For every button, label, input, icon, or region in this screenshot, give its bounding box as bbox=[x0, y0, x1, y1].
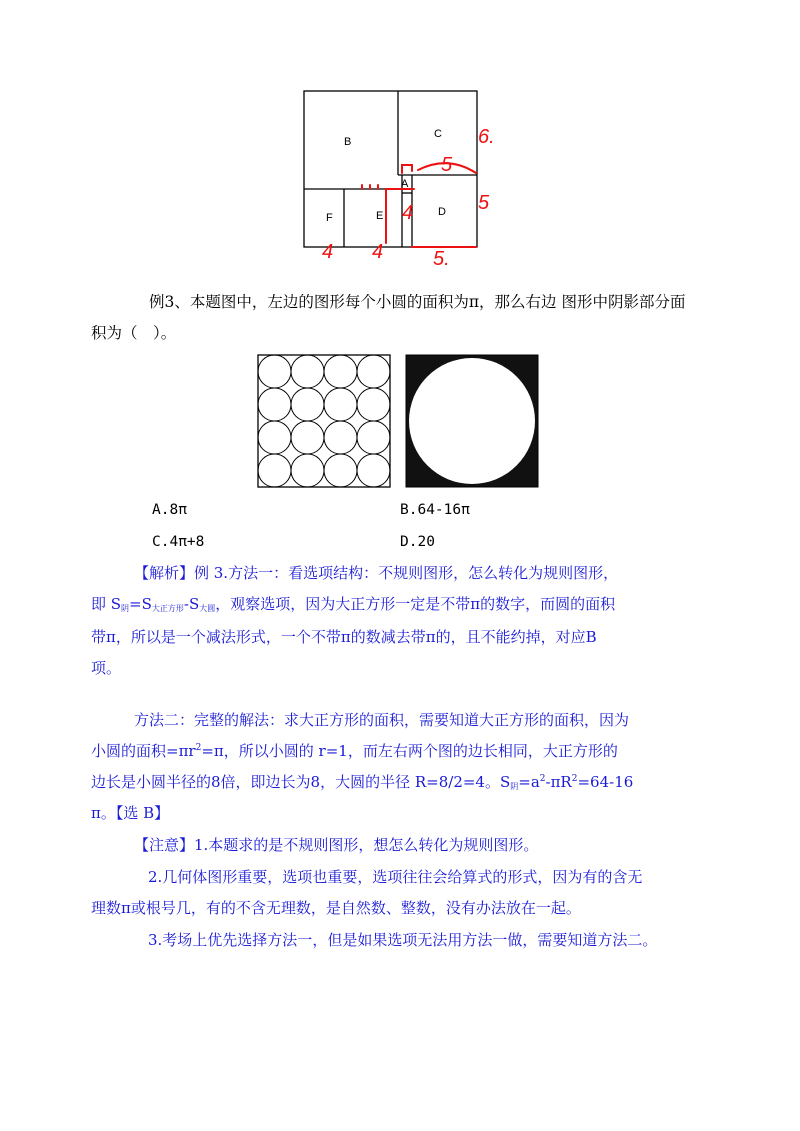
shaded-square-figure bbox=[405, 354, 539, 488]
rectangle-diagram bbox=[298, 85, 518, 270]
option-b: B.64-16π bbox=[400, 502, 470, 518]
annotation-5-top: 5 bbox=[441, 154, 453, 176]
analysis-line-1: 【解析】例 3.方法一：看选项结构：不规则图形，怎么转化为规则图形， bbox=[134, 564, 619, 582]
annotation-5-bottom: 5. bbox=[433, 248, 450, 270]
question-text bbox=[91, 287, 731, 349]
annotation-5-right: 5 bbox=[478, 192, 490, 214]
option-c: C.4π+8 bbox=[152, 534, 205, 550]
annotation-4-left: 4 bbox=[322, 241, 334, 263]
notes-line-1: 【注意】1.本题求的是不规则图形，想怎么转化为规则图形。 bbox=[134, 836, 539, 854]
method2-line-4: π。【选 B】 bbox=[91, 804, 170, 822]
label-a: A bbox=[401, 178, 409, 190]
method2-line-2: 小圆的面积$=\pi r^2=\pi$，所以小圆的 r=1，而左右两个图的边长相同，大正方形的 bbox=[91, 742, 618, 760]
annotation-6: 6. bbox=[478, 126, 495, 148]
large-circle bbox=[409, 358, 535, 484]
method2-line-1: 方法二：完整的解法：求大正方形的面积，需要知道大正方形的面积，因为 bbox=[134, 711, 630, 729]
circles-grid-figure bbox=[257, 354, 391, 488]
option-a: A.8π bbox=[152, 502, 187, 518]
analysis-line-2: 即 $S_阴=S_{大正方形}-S_{大圆}$，观察选项，因为大正方形一定是不带π的数字，而圆的面积 bbox=[91, 595, 616, 613]
label-c: C bbox=[434, 128, 442, 140]
notes-line-2: 2.几何体图形重要，选项也重要，选项往往会给算式的形式，因为有的含无 bbox=[148, 868, 643, 886]
question-line-2: 积为（ ）。 bbox=[91, 324, 177, 342]
notes-line-3: 理数π或根号几，有的不含无理数，是自然数、整数，没有办法放在一起。 bbox=[91, 899, 581, 917]
label-b: B bbox=[344, 136, 352, 148]
analysis-line-3: 带π，所以是一个减法形式，一个不带π的数减去带π的，且不能约掉，对应B bbox=[91, 628, 597, 646]
option-d: D.20 bbox=[400, 534, 435, 550]
method2-line-3: 边长是小圆半径的8倍，即边长为8，大圆的半径 R=8/2=4。$S_阴=a^2-\pi R^2=64-16$ bbox=[91, 773, 634, 791]
analysis-line-4: 项。 bbox=[91, 659, 122, 677]
notes-line-4: 3.考场上优先选择方法一，但是如果选项无法用方法一做，需要知道方法二。 bbox=[148, 931, 658, 949]
label-e: E bbox=[376, 210, 384, 222]
annotation-4-mid: 4 bbox=[372, 241, 384, 263]
annotation-4-inner: 4 bbox=[402, 202, 414, 224]
label-f: F bbox=[326, 212, 333, 224]
question-line-1: 例3、本题图中，左边的图形每个小圆的面积为π，那么右边 图形中阴影部分面 bbox=[149, 293, 686, 311]
label-d: D bbox=[438, 206, 446, 218]
